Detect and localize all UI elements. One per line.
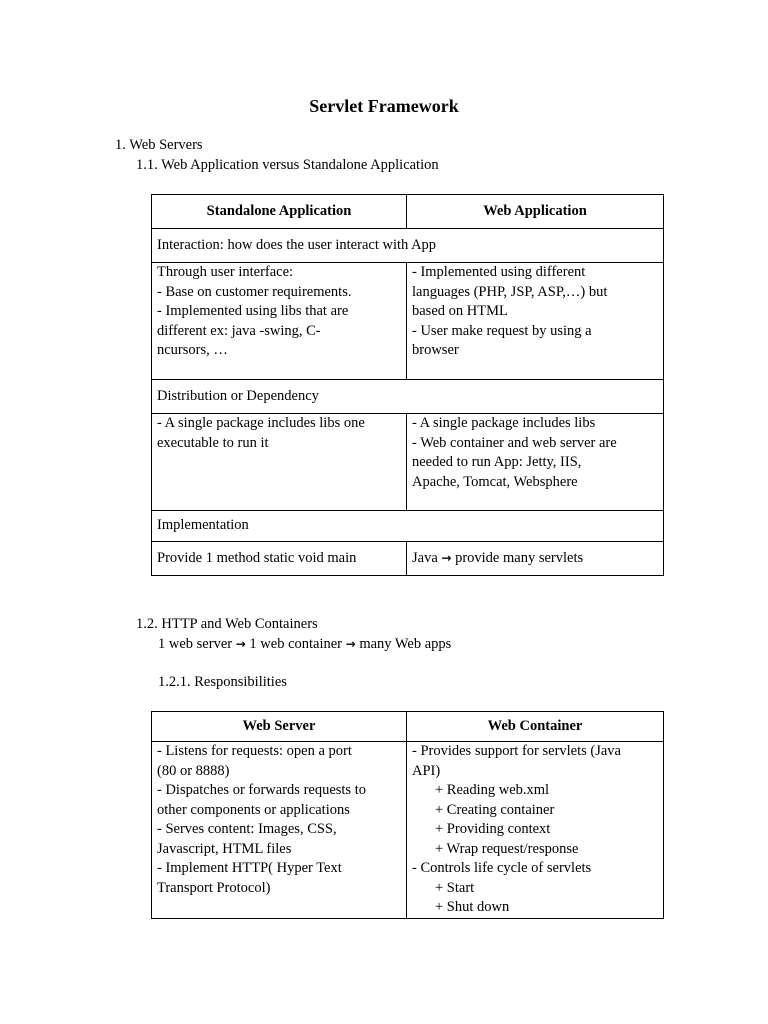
section-label-distribution: Distribution or Dependency <box>152 380 664 414</box>
impl-web-part2: provide many servlets <box>451 549 584 566</box>
heading-web-servers: 1. Web Servers <box>115 137 203 153</box>
heading-web-vs-standalone: 1.1. Web Application versus Standalone Application <box>136 157 439 173</box>
cell-text-line: - Dispatches or forwards requests to <box>157 782 366 798</box>
cell-text-line: - Serves content: Images, CSS, <box>157 821 337 837</box>
cell-text-line: different ex: java -swing, C- <box>157 322 321 339</box>
cell-interaction-standalone <box>152 263 407 380</box>
cell-text-line: - A single package includes libs <box>412 415 596 431</box>
cell-text-line: - Implemented using libs that are <box>157 303 349 319</box>
cell-text-line: based on HTML <box>412 303 508 319</box>
cell-text-line: - Base on customer requirements. <box>157 283 352 300</box>
cell-distribution-standalone <box>152 414 407 511</box>
cell-text-line: - Implemented using different <box>412 264 586 280</box>
cell-implementation-web <box>407 542 664 576</box>
section-row-interaction <box>152 229 664 263</box>
table-header-row <box>152 712 664 742</box>
column-header-web-app: Web Application <box>407 195 664 229</box>
cell-web-container-duties <box>407 742 664 919</box>
cell-text-line: - User make request by using a <box>412 322 592 339</box>
cell-text-line: languages (PHP, JSP, ASP,…) but <box>412 283 608 300</box>
cell-text-line: - Listens for requests: open a port <box>157 743 352 759</box>
section-row-distribution <box>152 380 664 414</box>
cell-text-line: Through user interface: <box>157 264 294 280</box>
cell-text-line: API) <box>412 762 441 779</box>
cell-text-line: Transport Protocol) <box>157 879 271 896</box>
flow-part-2: 1 web container <box>245 636 346 652</box>
table-row <box>152 414 664 511</box>
cell-text-line: executable to run it <box>157 434 269 451</box>
column-header-web-container: Web Container <box>407 712 664 742</box>
cell-distribution-web <box>407 414 664 511</box>
responsibilities-table <box>151 711 664 919</box>
section-label-interaction: Interaction: how does the user interact with App <box>152 229 664 263</box>
cell-text-line: ncursors, … <box>157 342 228 358</box>
cell-text-line: + Reading web.xml <box>435 782 550 798</box>
cell-text-line: + Wrap request/response <box>435 840 579 857</box>
cell-text-line: Apache, Tomcat, Websphere <box>412 473 578 490</box>
cell-web-server-duties <box>152 742 407 919</box>
table-header-row <box>152 195 664 229</box>
cell-text-line: other components or applications <box>157 801 350 818</box>
cell-text-line: - Implement HTTP( Hyper Text <box>157 860 342 876</box>
arrow-right-icon: → <box>441 550 452 565</box>
cell-text-line: - Provides support for servlets (Java <box>412 743 621 759</box>
flow-part-3: many Web apps <box>355 636 452 652</box>
table-row <box>152 263 664 380</box>
table-row <box>152 742 664 919</box>
flow-line <box>158 635 451 655</box>
cell-text-line: - Web container and web server are <box>412 434 617 451</box>
arrow-right-icon: → <box>235 637 246 651</box>
cell-text-line: + Start <box>435 879 475 896</box>
cell-text-line: - Controls life cycle of servlets <box>412 860 592 876</box>
column-header-web-server: Web Server <box>152 712 407 742</box>
cell-interaction-web <box>407 263 664 380</box>
cell-text-line: - A single package includes libs one <box>157 415 365 431</box>
impl-web-part1: Java <box>412 549 442 566</box>
page-title: Servlet Framework <box>309 96 459 116</box>
cell-text-line: + Creating container <box>435 801 555 818</box>
table-row <box>152 542 664 576</box>
flow-part-1: 1 web server <box>158 636 236 652</box>
section-label-implementation: Implementation <box>152 511 664 542</box>
cell-text-line: Javascript, HTML files <box>157 840 292 857</box>
arrow-right-icon: → <box>345 637 356 651</box>
comparison-table <box>151 194 664 576</box>
cell-text-line: (80 or 8888) <box>157 762 230 779</box>
cell-text-line: + Shut down <box>435 899 510 915</box>
section-row-implementation <box>152 511 664 542</box>
cell-implementation-standalone: Provide 1 method static void main <box>152 542 407 576</box>
heading-responsibilities: 1.2.1. Responsibilities <box>158 674 287 690</box>
cell-text-line: browser <box>412 342 459 358</box>
column-header-standalone: Standalone Application <box>152 195 407 229</box>
heading-http-web-containers: 1.2. HTTP and Web Containers <box>136 616 318 632</box>
cell-text-line: needed to run App: Jetty, IIS, <box>412 454 582 470</box>
cell-text-line: + Providing context <box>435 821 551 837</box>
